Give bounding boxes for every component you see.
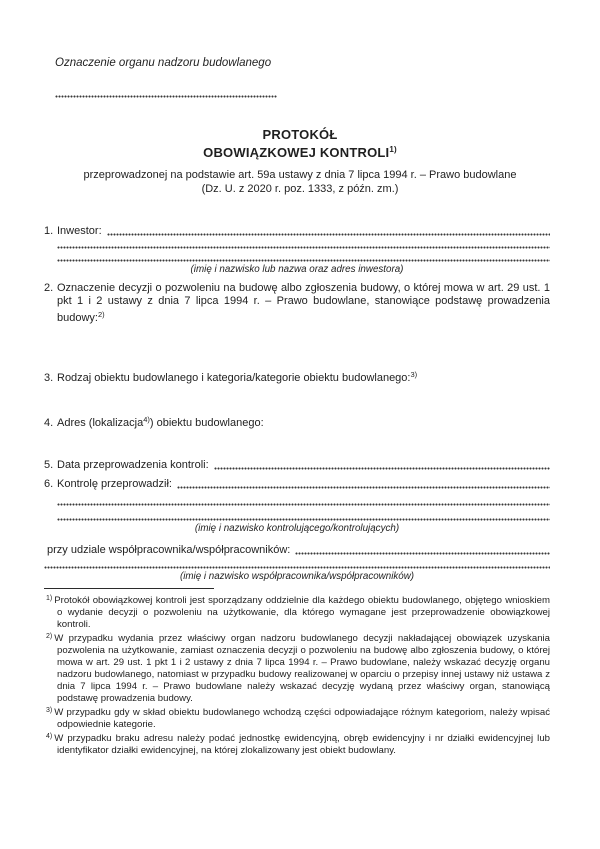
footnote-1 [46,593,550,631]
co-workers-fill-line-1 [295,544,550,557]
field-inspection-date [44,459,550,472]
org-designation-fill-line [55,87,277,100]
footnote-marker: 3) [46,707,53,714]
item-number: 6. [44,478,54,490]
footnote-ref-1: 1) [389,145,397,154]
investor-label: Inwestor: [57,225,102,237]
inspector-label: Kontrolę przeprowadził: [57,478,172,490]
footnote-marker: 4) [46,733,53,740]
item-decision-designation [44,282,550,325]
item-building-address [44,413,550,430]
inspection-date-fill-line [214,459,550,472]
inspection-date-label: Data przeprowadzenia kontroli: [57,459,209,471]
co-workers-fill-line-2 [44,558,550,571]
footnote-4 [46,731,550,757]
field-co-workers [47,544,550,557]
org-designation-label: Oznaczenie organu nadzoru budowlanego [55,57,272,69]
address-text-before: Adres (lokalizacja [57,417,144,429]
footnote-2 [46,631,550,705]
title-line-1: PROTOKÓŁ [262,127,338,142]
footnote-text: W przypadku gdy w skład obiektu budowlanego wchodzą części odpowiadające różnym kategoriom, należy wpisać odpowiednie kategorie. [54,707,550,730]
footnote-marker: 2) [46,633,53,640]
item-number: 2. [44,282,54,294]
item-number: 4. [44,417,54,429]
field-investor [44,225,550,238]
inspector-caption: (imię i nazwisko kontrolującego/kontrolujących) [194,523,400,534]
field-inspector [44,478,550,491]
building-type-text: Rodzaj obiektu budowlanego i kategoria/kategorie obiektu budowlanego: [57,372,411,384]
footnotes-section [46,593,550,757]
address-text-after: ) obiektu budowlanego: [149,417,264,429]
footnote-ref-4: 4) [143,415,150,424]
footnote-ref-2: 2) [97,310,105,319]
footnote-text: Protokół obowiązkowej kontroli jest sporządzany oddzielnie dla każdego obiektu budowlanego, objętego wnioskiem o wydanie decyzji o pozwoleniu na użytkowanie, dla którego wymagane jest przeprowadzenie obowiązkowej kontroli. [54,595,550,630]
investor-fill-line-1 [107,225,550,238]
subtitle-line-2: (Dz. U. z 2020 r. poz. 1333, z późn. zm.) [201,182,399,195]
document-title [0,127,600,160]
footnote-separator [44,588,214,589]
investor-fill-line-2 [57,238,550,251]
footnote-text: W przypadku wydania przez właściwy organ nadzoru budowlanego decyzji nakładającej obowiązek uzyskania pozwolenia na użytkowanie, zamiast oznaczenia decyzji o pozwoleniu na budowę albo zgłoszenia budowy, o której mowa w art. 29 ust. 1 pkt 1 i 2 ustawy z dnia 7 lipca 1994 r. – Prawo budowlane, należy wskazać decyzję organu nadzoru budowlanego, natomiast w przypadku budowy realizowanej w oparciu o przepisy innej ustawy niż ustawa z dnia 7 lipca 1994 r. – Prawo budowlane należy wskazać decyzję wydaną przez właściwy organ, stanowiącą podstawę prowadzenia budowy. [54,633,550,704]
investor-caption: (imię i nazwisko lub nazwa oraz adres inwestora) [190,264,404,275]
inspector-fill-line-3 [57,510,550,523]
subtitle-line-1: przeprowadzonej na podstawie art. 59a ustawy z dnia 7 lipca 1994 r. – Prawo budowlane [83,169,517,181]
investor-fill-line-3 [57,251,550,264]
footnote-3 [46,705,550,731]
form-body [44,225,550,757]
footnote-marker: 1) [46,595,53,602]
title-line-2 [0,142,600,160]
item-building-type [44,368,550,385]
item-number: 3. [44,372,54,384]
footnote-text: W przypadku braku adresu należy podać jednostkę ewidencyjną, obręb ewidencyjny i nr działki ewidencyjnej lub identyfikator działki ewidencyjnej, na której zlokalizowany jest obiekt budowlany. [54,733,550,756]
title-line-2-text: OBOWIĄZKOWEJ KONTROLI [203,145,390,160]
inspector-fill-line-1 [177,478,550,491]
footnote-ref-3: 3) [410,370,418,379]
decision-designation-text: Oznaczenie decyzji o pozwoleniu na budowę albo zgłoszenia budowy, o której mowa w art. 29 ust. 1 pkt 1 i 2 ustawy z dnia 7 lipca 1994 r. – Prawo budowlane, stanowiące podstawę prowadzenia budowy: [57,282,550,324]
item-number: 1. [44,225,54,237]
inspector-fill-line-2 [57,495,550,508]
item-number: 5. [44,459,54,471]
co-workers-caption: (imię i nazwisko współpracownika/współpracowników) [179,571,415,582]
document-subtitle [0,169,600,196]
co-workers-label: przy udziale współpracownika/współpracowników: [47,544,291,556]
